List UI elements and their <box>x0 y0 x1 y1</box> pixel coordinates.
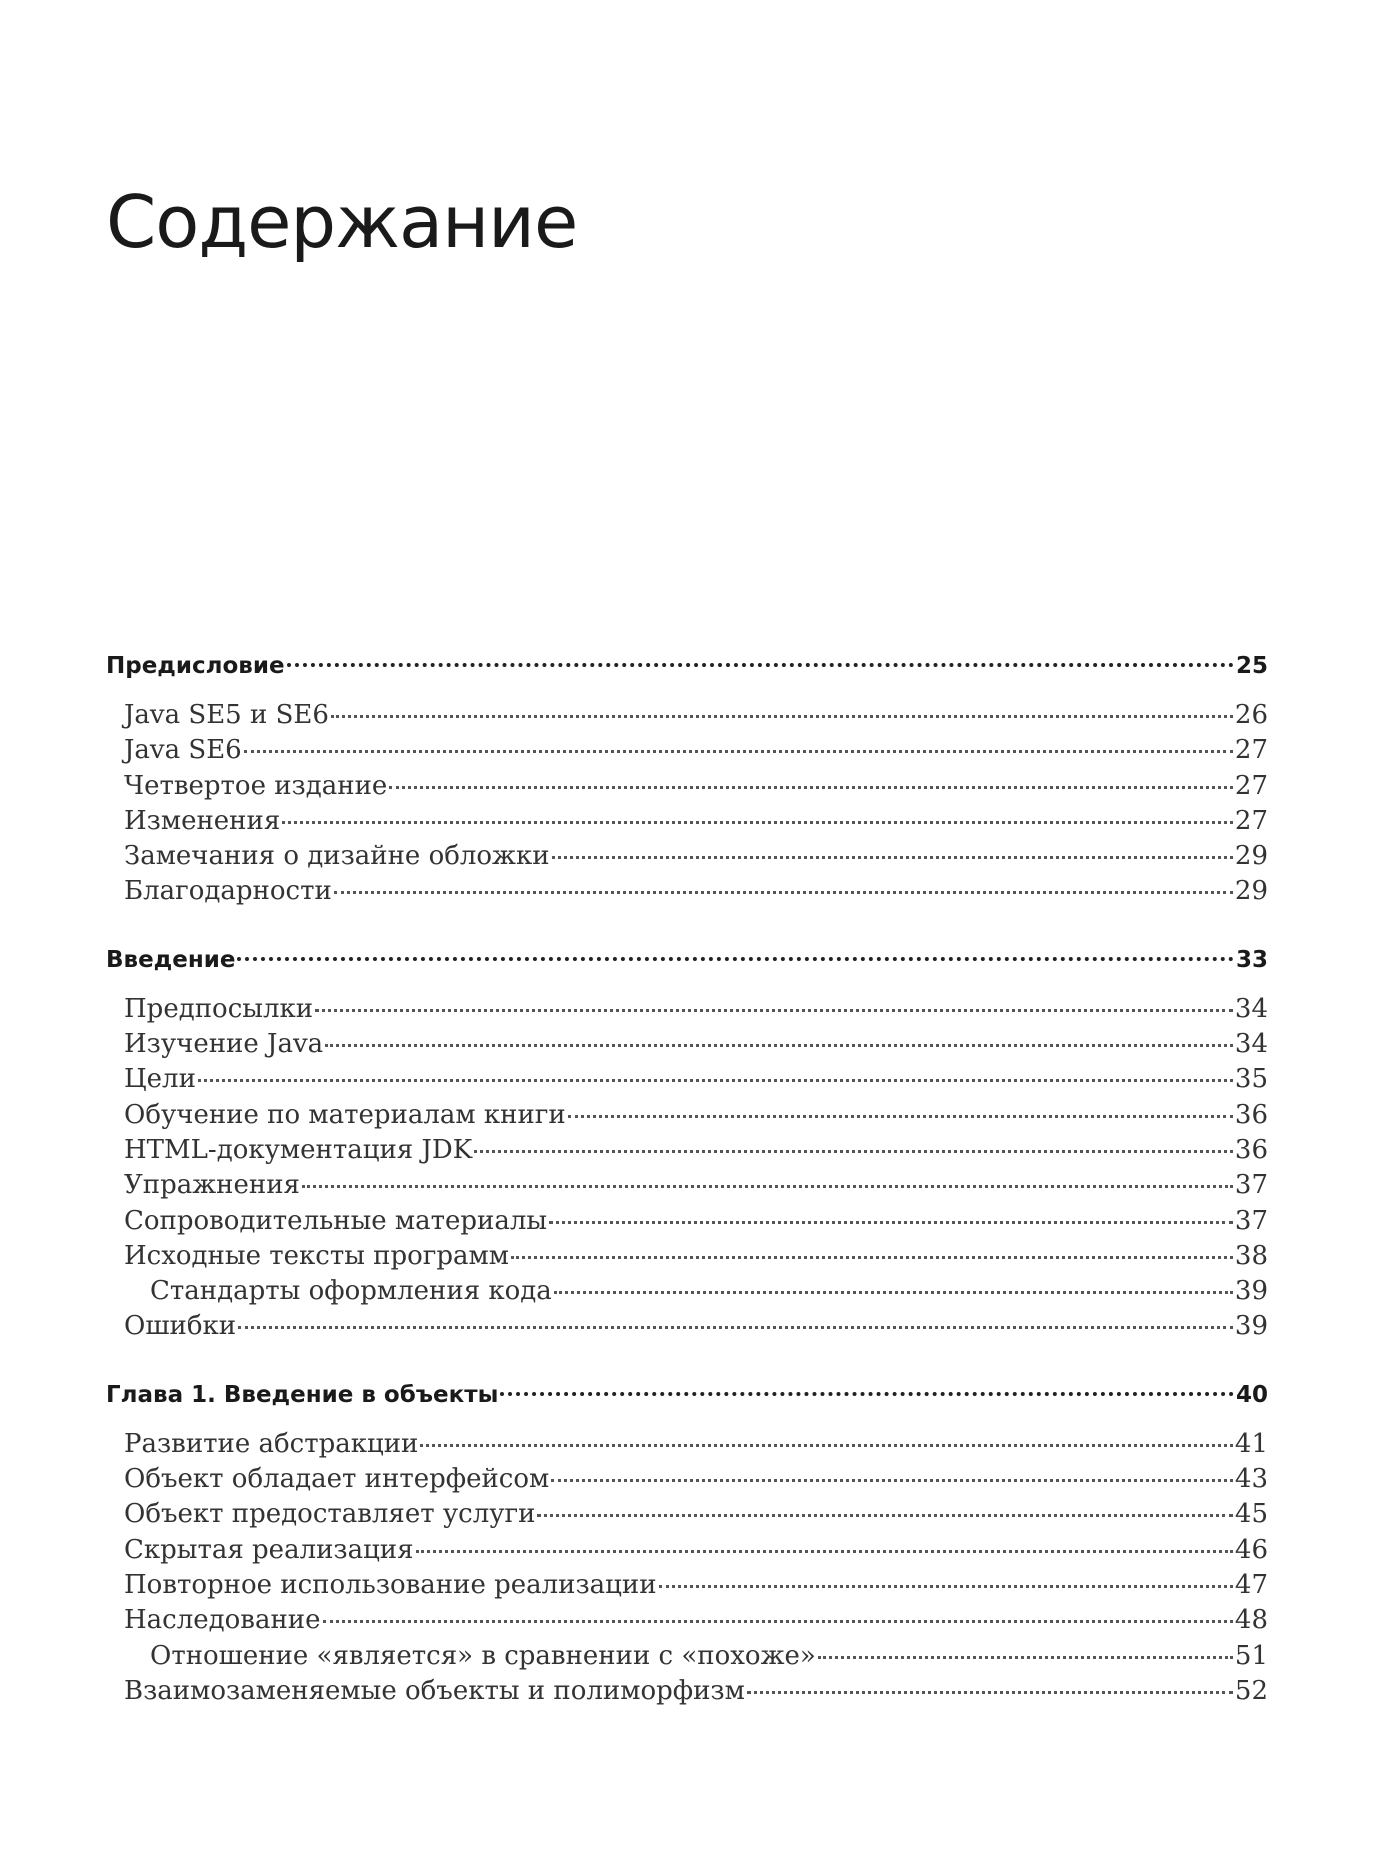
toc-page-number: 29 <box>1234 841 1268 872</box>
toc-entry <box>106 1098 1268 1133</box>
toc-page-number: 25 <box>1235 653 1268 679</box>
toc-entry <box>106 1133 1268 1168</box>
toc-entry <box>106 992 1268 1027</box>
toc-entry <box>106 698 1268 733</box>
toc-entry <box>106 1497 1268 1532</box>
toc-entry-label: Java SE5 и SE6 <box>124 700 329 730</box>
dot-leader <box>659 1585 1233 1588</box>
toc-page-number: 45 <box>1234 1499 1268 1530</box>
dot-leader <box>554 1291 1233 1294</box>
toc-entry-label: Изменения <box>124 805 281 836</box>
toc-page-number: 38 <box>1234 1240 1268 1271</box>
dot-leader <box>747 1691 1233 1694</box>
toc-entry <box>106 1462 1268 1497</box>
dot-leader <box>500 1392 1234 1396</box>
dot-leader <box>549 1221 1233 1224</box>
toc-entry-label: Отношение «является» в сравнении с «похоже» <box>150 1640 816 1671</box>
toc-entry-label: HTML-документация JDK <box>124 1134 473 1165</box>
dot-leader <box>315 1009 1233 1012</box>
toc-entry <box>106 1239 1268 1274</box>
toc-page-number: 33 <box>1235 946 1268 973</box>
toc-entry-label: Введение <box>106 946 236 973</box>
toc-entry-label: Повторное использование реализации <box>124 1569 657 1600</box>
dot-leader <box>551 1479 1233 1482</box>
toc-entry-label: Объект предоставляет услуги <box>124 1499 536 1530</box>
toc-page-number: 47 <box>1234 1569 1268 1600</box>
toc-entry <box>106 1027 1268 1062</box>
toc-page-number: 27 <box>1234 770 1268 801</box>
toc-subentry <box>106 1274 1268 1309</box>
toc-entry-label: Изучение Java <box>124 1029 324 1060</box>
toc-chapter-heading <box>106 1375 1268 1415</box>
toc-entry <box>106 1168 1268 1203</box>
toc-section <box>106 1375 1268 1709</box>
toc-page-number: 52 <box>1234 1675 1268 1706</box>
toc-chapter-heading <box>106 646 1268 686</box>
toc-entry <box>106 733 1268 768</box>
toc-page-number: 26 <box>1234 700 1268 730</box>
toc-page-number: 27 <box>1234 735 1268 766</box>
dot-leader <box>420 1444 1233 1447</box>
dot-leader <box>511 1256 1233 1259</box>
toc-entry-label: Глава 1. Введение в объекты <box>106 1381 499 1408</box>
toc-section <box>106 646 1268 910</box>
toc-section <box>106 940 1268 1345</box>
toc-entry-label: Стандарты оформления кода <box>150 1276 552 1307</box>
toc-page-number: 46 <box>1234 1534 1268 1565</box>
dot-leader <box>416 1550 1233 1553</box>
toc-entry-label: Ошибки <box>124 1311 237 1342</box>
toc-page-number: 48 <box>1234 1605 1268 1636</box>
page-title: Содержание <box>106 180 578 264</box>
toc-entry-label: Предпосылки <box>124 993 314 1024</box>
table-of-contents <box>106 646 1268 1709</box>
toc-page-number: 39 <box>1234 1311 1268 1342</box>
toc-page-number: 39 <box>1234 1276 1268 1307</box>
toc-page-number: 36 <box>1234 1099 1268 1130</box>
toc-entry-label: Упражнения <box>124 1170 300 1201</box>
dot-leader <box>237 957 1234 961</box>
toc-entry-label: Java SE6 <box>124 735 242 766</box>
toc-entry-label: Объект обладает интерфейсом <box>124 1464 550 1495</box>
toc-entry-label: Скрытая реализация <box>124 1534 414 1565</box>
toc-entry <box>106 1674 1268 1709</box>
toc-entry <box>106 1204 1268 1239</box>
toc-chapter-heading <box>106 940 1268 980</box>
toc-entry <box>106 769 1268 804</box>
toc-page-number: 29 <box>1234 876 1268 907</box>
toc-entry <box>106 1603 1268 1638</box>
toc-entry <box>106 839 1268 874</box>
toc-entry-label: Цели <box>124 1064 196 1095</box>
toc-entry-label: Развитие абстракции <box>124 1428 419 1459</box>
toc-page-number: 51 <box>1234 1640 1268 1671</box>
dot-leader <box>331 715 1233 718</box>
toc-entry <box>106 1533 1268 1568</box>
dot-leader <box>244 750 1233 753</box>
toc-entry-label: Замечания о дизайне обложки <box>124 841 550 872</box>
dot-leader <box>389 786 1233 789</box>
dot-leader <box>552 856 1233 859</box>
toc-entry <box>106 874 1268 909</box>
toc-page-number: 37 <box>1234 1170 1268 1201</box>
dot-leader <box>323 1620 1233 1623</box>
toc-entry-label: Сопроводительные материалы <box>124 1205 548 1236</box>
toc-page-number: 40 <box>1235 1381 1268 1408</box>
dot-leader <box>474 1150 1233 1153</box>
toc-subentry <box>106 1639 1268 1674</box>
dot-leader <box>334 891 1233 894</box>
toc-page-number: 36 <box>1234 1134 1268 1165</box>
dot-leader <box>325 1044 1233 1047</box>
toc-entry-label: Взаимозаменяемые объекты и полиморфизм <box>124 1675 745 1706</box>
toc-entry-label: Благодарности <box>124 876 332 907</box>
toc-page-number: 43 <box>1234 1464 1268 1495</box>
dot-leader <box>198 1079 1233 1082</box>
dot-leader <box>282 821 1233 824</box>
toc-page-number: 34 <box>1234 993 1268 1024</box>
dot-leader <box>302 1185 1233 1188</box>
dot-leader <box>238 1326 1233 1329</box>
toc-entry-label: Четвертое издание <box>124 770 388 801</box>
toc-page-number: 34 <box>1234 1029 1268 1060</box>
toc-entry <box>106 1427 1268 1462</box>
toc-entry-label: Наследование <box>124 1605 321 1636</box>
toc-entry <box>106 804 1268 839</box>
toc-entry-label: Предисловие <box>106 653 285 679</box>
toc-entry <box>106 1568 1268 1603</box>
toc-page-number: 41 <box>1234 1428 1268 1459</box>
dot-leader <box>287 663 1234 667</box>
toc-entry <box>106 1309 1268 1344</box>
toc-entry <box>106 1062 1268 1097</box>
dot-leader <box>818 1656 1233 1659</box>
dot-leader <box>568 1115 1233 1118</box>
dot-leader <box>537 1514 1232 1517</box>
toc-page-number: 27 <box>1234 805 1268 836</box>
toc-entry-label: Исходные тексты программ <box>124 1240 509 1271</box>
toc-entry-label: Обучение по материалам книги <box>124 1099 566 1130</box>
toc-page-number: 35 <box>1234 1064 1268 1095</box>
toc-page-number: 37 <box>1234 1205 1268 1236</box>
